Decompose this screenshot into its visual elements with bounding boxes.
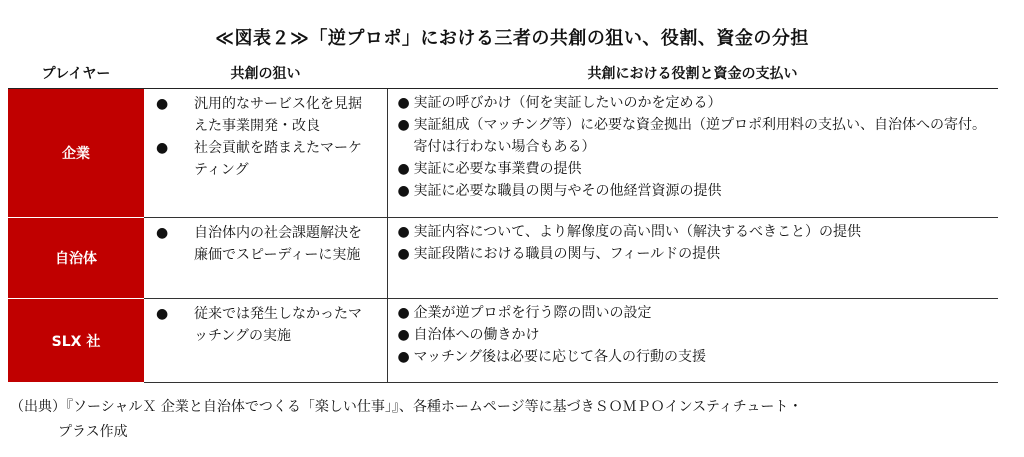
roles-cell-municipality	[387, 218, 998, 299]
roles-cell-company	[387, 89, 998, 218]
header-row	[8, 58, 998, 89]
player-cell-slx: SLX 社	[8, 299, 144, 383]
source-line-1: （出典）『ソーシャルＸ 企業と自治体でつくる「楽しい仕事」』、各種ホームページ等に基づきＳＯＭＰＯインスティチュート・	[10, 399, 803, 415]
table-row	[8, 299, 998, 383]
header-aim: 共創の狙い	[144, 58, 387, 89]
aim-cell-company	[144, 89, 387, 218]
player-cell-company: 企業	[8, 89, 144, 218]
bullet-icon: ●	[397, 224, 410, 240]
aim-cell-slx	[144, 299, 387, 383]
list-item: ● 実証に必要な事業費の提供	[414, 158, 993, 180]
bullet-icon: ●	[156, 96, 169, 112]
bullet-icon: ●	[397, 349, 410, 365]
player-cell-municipality: 自治体	[8, 218, 144, 299]
bullet-icon: ●	[397, 246, 410, 262]
bullet-icon: ●	[156, 140, 169, 156]
figure-title: ≪図表２≫「逆プロポ」における三者の共創の狙い、役割、資金の分担	[215, 28, 809, 49]
list-item: ● 自治体内の社会課題解決を廉価でスピーディーに実施	[194, 222, 373, 266]
list-item: ● 汎用的なサービス化を見据えた事業開発・改良	[194, 93, 373, 137]
list-item: ● 実証内容について、より解像度の高い問い（解決するべきこと）の提供	[414, 221, 993, 243]
list-item: ● 自治体への働きかけ	[414, 324, 993, 346]
bullet-icon: ●	[397, 183, 410, 199]
bullet-icon: ●	[397, 305, 410, 321]
table-row	[8, 89, 998, 218]
list-item: ● 実証段階における職員の関与、フィールドの提供	[414, 243, 993, 265]
list-item: ● 従来では発生しなかったマッチングの実施	[194, 303, 373, 347]
source-note	[10, 395, 1010, 445]
roles-cell-slx	[387, 299, 998, 383]
list-item: ● 実証の呼びかけ（何を実証したいのかを定める）	[414, 92, 993, 114]
bullet-icon: ●	[397, 161, 410, 177]
source-line-2: プラス作成	[58, 424, 128, 440]
header-roles: 共創における役割と資金の支払い	[387, 58, 998, 89]
header-player: プレイヤー	[8, 58, 144, 89]
bullet-icon: ●	[156, 306, 169, 322]
list-item: ● 実証組成（マッチング等）に必要な資金拠出（逆プロポ利用料の支払い、自治体への寄付。寄付は行わない場合もある）	[414, 114, 993, 158]
bullet-icon: ●	[397, 117, 410, 133]
co-creation-table	[8, 58, 998, 383]
bullet-icon: ●	[397, 327, 410, 343]
table-row	[8, 218, 998, 299]
list-item: ● マッチング後は必要に応じて各人の行動の支援	[414, 346, 993, 368]
bullet-icon: ●	[397, 95, 410, 111]
list-item: ● 実証に必要な職員の関与やその他経営資源の提供	[414, 180, 993, 202]
aim-cell-municipality	[144, 218, 387, 299]
bullet-icon: ●	[156, 225, 169, 241]
list-item: ● 企業が逆プロポを行う際の問いの設定	[414, 302, 993, 324]
list-item: ● 社会貢献を踏まえたマーケティング	[194, 137, 373, 181]
